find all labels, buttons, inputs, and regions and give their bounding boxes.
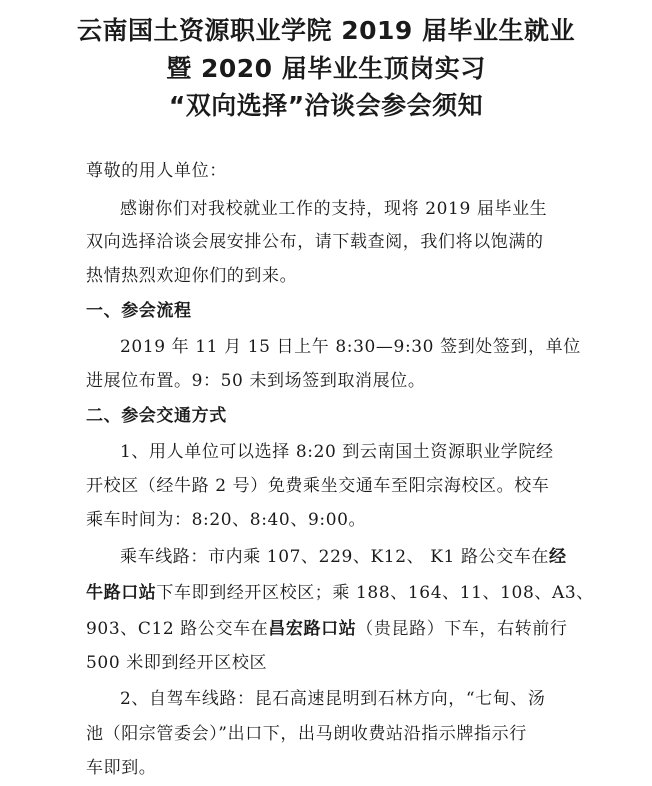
- section-2-p2-line-2: [86, 582, 594, 604]
- section-1-line-1: 2019 年 11 月 15 日上午 8:30—9:30 签到处签到，单位: [120, 337, 581, 357]
- route-stop-bold: 经: [548, 547, 567, 567]
- section-2-p3-line-3: 车即到。: [86, 758, 157, 778]
- section-2-p3-line-2: 池（阳宗管委会）”出口下，出马朗收费站沿指示牌指示行: [86, 724, 527, 744]
- section-1-line-2: 进展位布置。9：50 未到场签到取消展位。: [86, 371, 426, 391]
- section-2-p1-line-2: 开校区（经牛路 2 号）免费乘坐交通车至阳宗海校区。校车: [86, 476, 550, 496]
- greeting: 尊敬的用人单位：: [86, 161, 227, 181]
- section-2-p1-line-1: 1、用人单位可以选择 8:20 到云南国土资源职业学院经: [120, 442, 554, 462]
- intro-line-3: 热情热烈欢迎你们的到来。: [86, 266, 298, 286]
- title-line-1: 云南国土资源职业学院 2019 届毕业生就业: [77, 16, 575, 45]
- route-stop-bold: 牛路口站: [86, 583, 157, 603]
- route-text: （贵昆路）下车，右转前行: [356, 619, 568, 639]
- intro-line-2: 双向选择洽谈会展安排公布，请下载查阅，我们将以饱满的: [86, 232, 544, 252]
- intro-line-1: 感谢你们对我校就业工作的支持，现将 2019 届毕业生: [120, 199, 548, 219]
- section-2-p1-line-3: 乘车时间为：8:20、8:40、9:00。: [86, 510, 367, 530]
- route-text: 903、C12 路公交车在: [86, 619, 269, 639]
- section-2-p2-line-4: 500 米即到经开区校区: [86, 653, 268, 673]
- route-text: 乘车线路：市内乘 107、229、K12、 K1 路公交车在: [120, 547, 549, 567]
- route-stop-bold: 昌宏路口站: [268, 619, 357, 639]
- section-2-p2-line-1: [120, 546, 567, 568]
- route-text: 下车即到经开区校区；乘 188、164、11、108、A3、: [156, 583, 594, 603]
- section-2-heading: 二、参会交通方式: [86, 406, 227, 426]
- section-1-heading: 一、参会流程: [86, 301, 192, 321]
- section-2-p3-line-1: 2、自驾车线路：昆石高速昆明到石林方向，“七甸、汤: [120, 689, 546, 709]
- title-line-2: 暨 2020 届毕业生顶岗实习: [166, 54, 486, 83]
- section-2-p2-line-3: [86, 618, 568, 640]
- title-line-3: “双向选择”洽谈会参会须知: [168, 91, 484, 120]
